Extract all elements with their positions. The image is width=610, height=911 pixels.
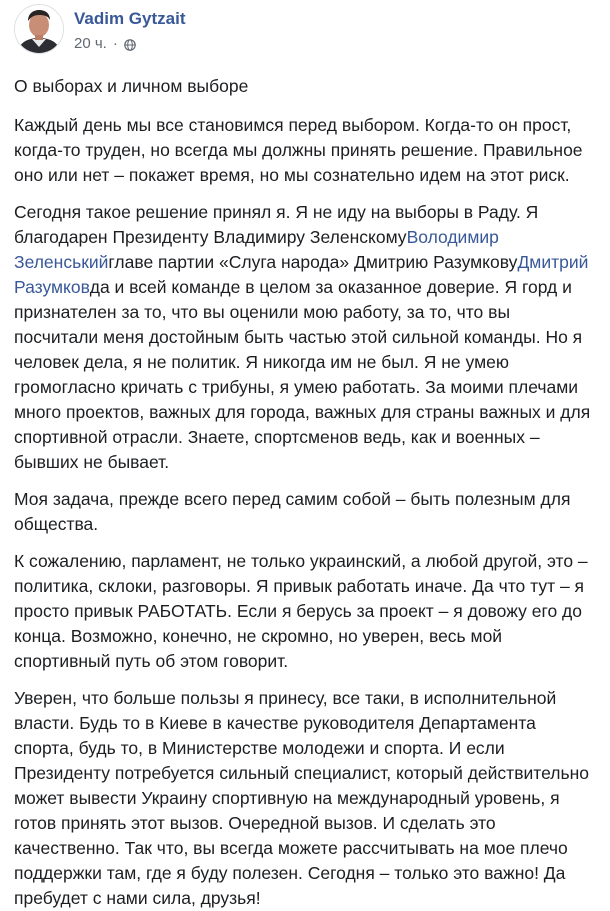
paragraph-5: Уверен, что больше пользы я принесу, все таки, в исполнительной власти. Будь то в Киеве в качестве руководителя Департамента спорта, будь то, в Министерстве молодежи и спорта. И если Президенту потребуется сильный специалист, который действительно может вывести Украину спортивную на международный уровень, я готов принять этот вызов. Очередной вызов. И сделать это качественно. Так что, вы всегда можете рассчитывать на мое плечо поддержки там, где я буду полезен. Сегодня – только это важно! Да пребудет с нами сила, друзья! [14, 688, 589, 908]
paragraph-4: К сожалению, парламент, не только украинский, а любой другой, это – политика, склоки, разговоры. Я привык работать иначе. Да что тут – я просто привык РАБОТАТЬ. Если я берусь за проект – я довожу его до конца. Возможно, конечно, не скромно, но уверен, весь мой спортивный путь об этом говорит. [14, 551, 588, 671]
separator-dot: · [112, 35, 118, 52]
post-meta [74, 4, 185, 53]
post-subline [74, 35, 185, 53]
post-title: О выборах и личном выборе [14, 76, 249, 96]
mention-zelensky-link[interactable]: Володимир Зеленський [14, 227, 499, 272]
globe-icon[interactable] [124, 38, 136, 50]
paragraph-3: Моя задача, прежде всего перед самим собой – быть полезным для общества. [14, 489, 571, 534]
post-header [14, 0, 598, 62]
paragraph-2 [14, 200, 598, 475]
mention-razumkov-link[interactable]: Дмитрий Разумков [14, 252, 589, 297]
post-time[interactable]: 20 ч. [74, 35, 107, 52]
author-name[interactable]: Vadim Gytzait [74, 9, 186, 28]
paragraph-2-text-b: главе партии «Слуга народа» Дмитрию Разумкову [108, 252, 518, 272]
paragraph-2-text-a: Сегодня такое решение принял я. Я не иду на выборы в Раду. Я благодарен Президенту Владимиру Зеленскому [14, 202, 539, 247]
avatar[interactable] [14, 4, 64, 54]
paragraph-1: Каждый день мы все становимся перед выбором. Когда-то он прост, когда-то труден, но всегда мы должны принять решение. Правильное оно или нет – покажет время, но мы сознательно идем на этот риск. [14, 115, 583, 185]
avatar-photo [15, 5, 63, 53]
post-body [14, 74, 598, 911]
paragraph-2-text-c: да и всей команде в целом за оказанное доверие. Я горд и признателен за то, что вы оценили мою работу, за то, что вы посчитали меня достойным быть частью этой сильной команды. Но я человек дела, я не политик. Я никогда им не был. Я не умею громогласно кричать с трибуны, я умею работать. За моими плечами много проектов, важных для города, важных для страны важных и для спортивной отрасли. Знаете, спортсменов ведь, как и военных – бывших не бывает. [14, 277, 591, 472]
